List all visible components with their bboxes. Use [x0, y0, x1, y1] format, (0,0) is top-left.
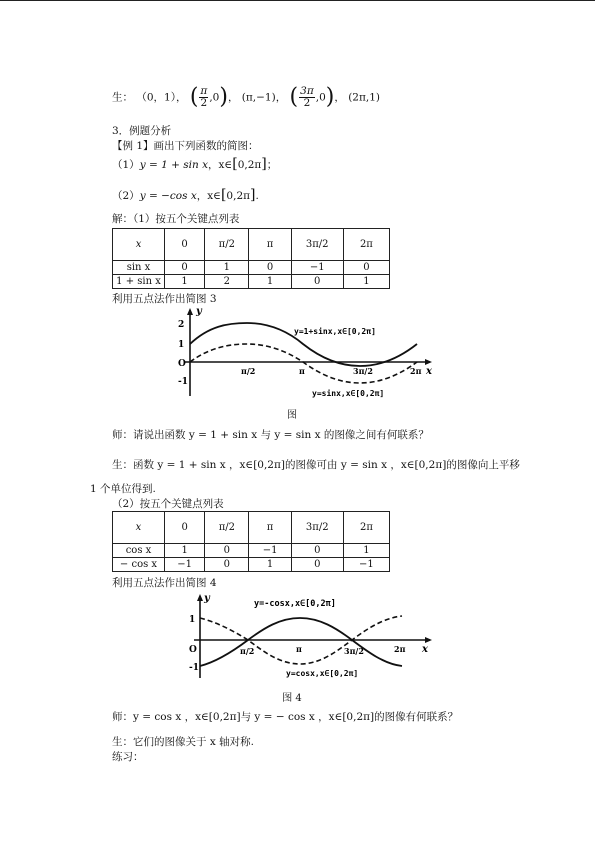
student-answer-1b: 1 个单位得到. [90, 483, 156, 495]
practice-heading: 练习： [112, 751, 144, 763]
graph-3 [176, 306, 436, 402]
curve-label-bottom: y=cosx,x∈[0,2π] [286, 669, 359, 678]
draw-instruction-3: 利用五点法作出简图 3 [112, 293, 217, 305]
svg-text:π/2: π/2 [240, 646, 255, 656]
teacher-question-1: 师：请说出函数 y = 1 + sin x 与 y = sin x 的图像之间有何联系？ [112, 429, 429, 441]
curve-label-top: y=1+sinx,x∈[0,2π] [294, 327, 376, 336]
svg-text:π: π [296, 644, 302, 654]
figure-caption-3: 图 [287, 410, 297, 421]
point-2-frac: $\frac{\pi}{2}$ [200, 85, 208, 109]
svg-text:3π/2: 3π/2 [353, 366, 373, 376]
solution-2: （2）按五个关键点列表 [112, 498, 224, 510]
student-prefix: 生： [112, 91, 133, 104]
svg-text:1: 1 [178, 340, 185, 350]
example-heading: 【例 1】画出下列函数的简图： [112, 140, 259, 152]
point-5: (2π,1) [348, 91, 380, 104]
table-cos: x 0 π/2 π 3π/2 2π cos x 1 0 −1 0 1 − cos x −1 0 1 0 −1 [112, 511, 390, 572]
y-axis-label: y [204, 593, 210, 604]
graph-4 [188, 592, 438, 684]
x-axis-label: x [426, 366, 432, 377]
x-axis-label: x [422, 644, 428, 655]
point-1: （0，1）， [136, 91, 187, 104]
svg-text:π: π [299, 366, 305, 376]
table-sin: x 0 π/2 π 3π/2 2π sin x 0 1 0 −1 0 1 + sin x 1 2 1 0 1 [112, 228, 390, 289]
svg-text:π/2: π/2 [241, 366, 256, 376]
curve-label-bottom: y=sinx,x∈[0,2π] [312, 389, 385, 398]
y-axis-label: y [196, 306, 202, 317]
item-2: （2）y = −cos x，x∈[0,2π]. [112, 187, 259, 203]
svg-text:1: 1 [189, 615, 196, 625]
curve-label-top: y=-cosx,x∈[0,2π] [254, 599, 336, 609]
student-answer-2: 生：它们的图像关于 x 轴对称. [112, 736, 254, 748]
key-points-line: 生： （0，1）， ( $\frac{\pi}{2}$ ,0)， (π,−1)， ( $\frac{3\pi}{2}$ ,0)， (2π,1) [112, 84, 380, 110]
draw-instruction-4: 利用五点法作出简图 4 [112, 577, 217, 589]
svg-text:2: 2 [178, 320, 185, 330]
svg-text:3π/2: 3π/2 [344, 646, 364, 656]
figure-caption-4: 图 4 [282, 693, 302, 704]
svg-text:2π: 2π [394, 644, 406, 654]
section-heading: 3．例题分析 [112, 125, 172, 137]
svg-text:2π: 2π [410, 366, 422, 376]
student-answer-1a: 生：函数 y = 1 + sin x ，x∈[0,2π]的图像可由 y = sin x ，x∈[0,2π]的图像向上平移 [112, 459, 520, 471]
svg-text:O: O [178, 359, 186, 369]
page-top-rule [0, 0, 595, 1]
solution-1: 解：（1）按五个关键点列表 [112, 213, 240, 225]
point-4-frac: $\frac{3\pi}{2}$ [300, 85, 314, 109]
svg-text:-1: -1 [178, 377, 188, 387]
item-1: （1）y = 1 + sin x，x∈[0,2π]； [112, 156, 278, 172]
svg-text:-1: -1 [189, 663, 199, 673]
point-3: (π,−1)， [241, 91, 287, 104]
teacher-question-2: 师：y = cos x ，x∈[0,2π]与 y = − cos x ，x∈[0,2π]的图像有何联系？ [112, 711, 459, 723]
svg-text:O: O [189, 645, 197, 655]
